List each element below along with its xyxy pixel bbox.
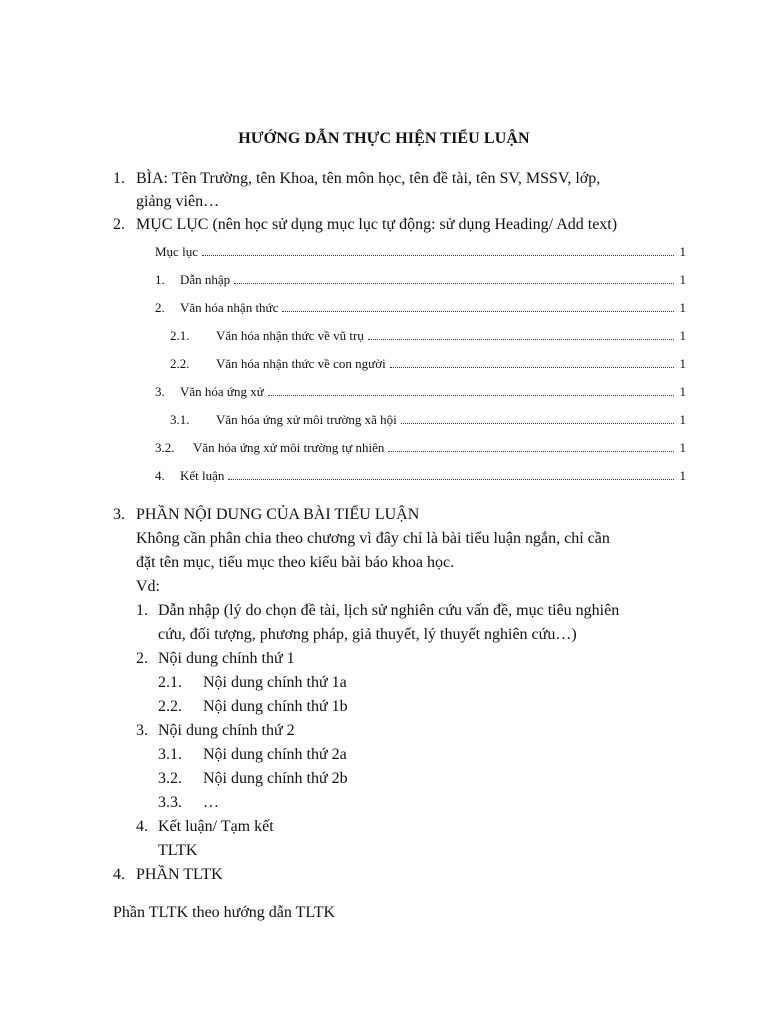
toc-entry-page: 1 [679, 328, 686, 343]
section-3-number: 3. [113, 506, 125, 523]
toc-entry [155, 440, 686, 456]
section-2-number: 2. [113, 216, 125, 233]
toc-leader-dots [234, 282, 674, 284]
outline-item-number: 3. [136, 722, 148, 739]
section-4-number: 4. [113, 866, 125, 883]
toc-entry-page: 1 [679, 272, 686, 287]
toc-entry-page: 1 [679, 468, 686, 483]
toc-entry-number: 2.2. [170, 356, 190, 371]
outline-item-number: 4. [136, 818, 148, 835]
section-3-paragraph-line-1: Không cần phân chia theo chương vì đây chỉ là bài tiểu luận ngắn, chỉ cần [136, 530, 610, 547]
toc-entry-number: 3. [155, 384, 165, 399]
toc-entry-label: Văn hóa nhận thức về con người [216, 356, 386, 371]
toc-entry-page: 1 [679, 244, 686, 259]
toc-entry [155, 300, 686, 316]
outline-item-text: Nội dung chính thứ 2a [203, 746, 347, 763]
toc-entry [155, 272, 686, 288]
outline-item-text: Nội dung chính thứ 2b [203, 770, 348, 787]
outline-item-text: Nội dung chính thứ 1 [158, 650, 295, 667]
section-4-heading: PHẦN TLTK [136, 866, 223, 883]
toc-leader-dots [388, 450, 674, 452]
toc-entry-label: Dẫn nhập [180, 272, 231, 287]
outline-item-number: 2.1. [158, 674, 182, 691]
toc-leader-dots [401, 422, 674, 424]
toc-leader-dots [390, 366, 674, 368]
toc-leader-dots [228, 478, 674, 480]
toc-leader-dots [268, 394, 674, 396]
toc-entry-number: 3.2. [155, 440, 175, 455]
toc-entry-number: 3.1. [170, 412, 190, 427]
outline-item-text: … [203, 794, 219, 811]
section-1-number: 1. [113, 170, 125, 187]
toc-entry-page: 1 [679, 440, 686, 455]
example-label: Vd: [136, 578, 160, 595]
section-3-heading: PHẦN NỘI DUNG CỦA BÀI TIỂU LUẬN [136, 506, 420, 523]
toc-entry-number: 2.1. [170, 328, 190, 343]
toc-leader-dots [368, 338, 674, 340]
outline-item-number: 3.2. [158, 770, 182, 787]
toc-entry-label: Kết luận [180, 468, 225, 483]
outline-item-text: Dẫn nhập (lý do chọn đề tài, lịch sử nghiên cứu vấn đề, mục tiêu nghiên [158, 602, 620, 619]
outline-item-text: cứu, đối tượng, phương pháp, giả thuyết, lý thuyết nghiên cứu…) [158, 626, 577, 643]
outline-item-text: Nội dung chính thứ 1a [203, 674, 347, 691]
section-3-paragraph-line-2: đặt tên mục, tiểu mục theo kiểu bài báo khoa học. [136, 554, 455, 571]
page-title: HƯỚNG DẪN THỰC HIỆN TIỂU LUẬN [238, 130, 530, 147]
section-2-heading: MỤC LỤC (nên học sử dụng mục lục tự động: sử dụng Heading/ Add text) [136, 216, 618, 233]
outline-item-number: 2. [136, 650, 148, 667]
toc-entry [155, 244, 686, 260]
outline-item-number: 2.2. [158, 698, 182, 715]
toc-leader-dots [282, 310, 674, 312]
section-1-line-1: BÌA: Tên Trường, tên Khoa, tên môn học, tên đề tài, tên SV, MSSV, lớp, [136, 170, 601, 187]
outline-item-number: 3.3. [158, 794, 182, 811]
toc-entry-label: Văn hóa ứng xử môi trường xã hội [216, 412, 397, 427]
toc-entry-number: 4. [155, 468, 165, 483]
toc-entry-page: 1 [679, 300, 686, 315]
toc-entry [155, 468, 686, 484]
toc-entry-number: 1. [155, 272, 165, 287]
outline-item-text: Nội dung chính thứ 1b [203, 698, 348, 715]
toc-entry-label: Văn hóa ứng xử môi trường tự nhiên [193, 440, 385, 455]
outline-item-text: TLTK [158, 842, 198, 859]
toc-entry [170, 356, 686, 372]
toc-entry [170, 412, 686, 428]
toc-entry [155, 384, 686, 400]
outline-item-text: Kết luận/ Tạm kết [158, 818, 274, 835]
toc-entry-number: 2. [155, 300, 165, 315]
toc-entry-page: 1 [679, 384, 686, 399]
toc-entry-page: 1 [679, 412, 686, 427]
outline-item-number: 1. [136, 602, 148, 619]
toc-entry-label: Văn hóa nhận thức về vũ trụ [216, 328, 364, 343]
toc-leader-dots [202, 254, 674, 256]
toc-entry-label: Văn hóa ứng xử [180, 384, 264, 399]
toc-entry [170, 328, 686, 344]
toc-entry-page: 1 [679, 356, 686, 371]
section-1-line-2: giảng viên… [136, 193, 220, 210]
section-4-note: Phần TLTK theo hướng dẫn TLTK [113, 904, 336, 921]
outline-item-text: Nội dung chính thứ 2 [158, 722, 295, 739]
toc-entry-label: Mục lục [155, 244, 198, 259]
outline-item-number: 3.1. [158, 746, 182, 763]
toc-entry-label: Văn hóa nhận thức [180, 300, 279, 315]
